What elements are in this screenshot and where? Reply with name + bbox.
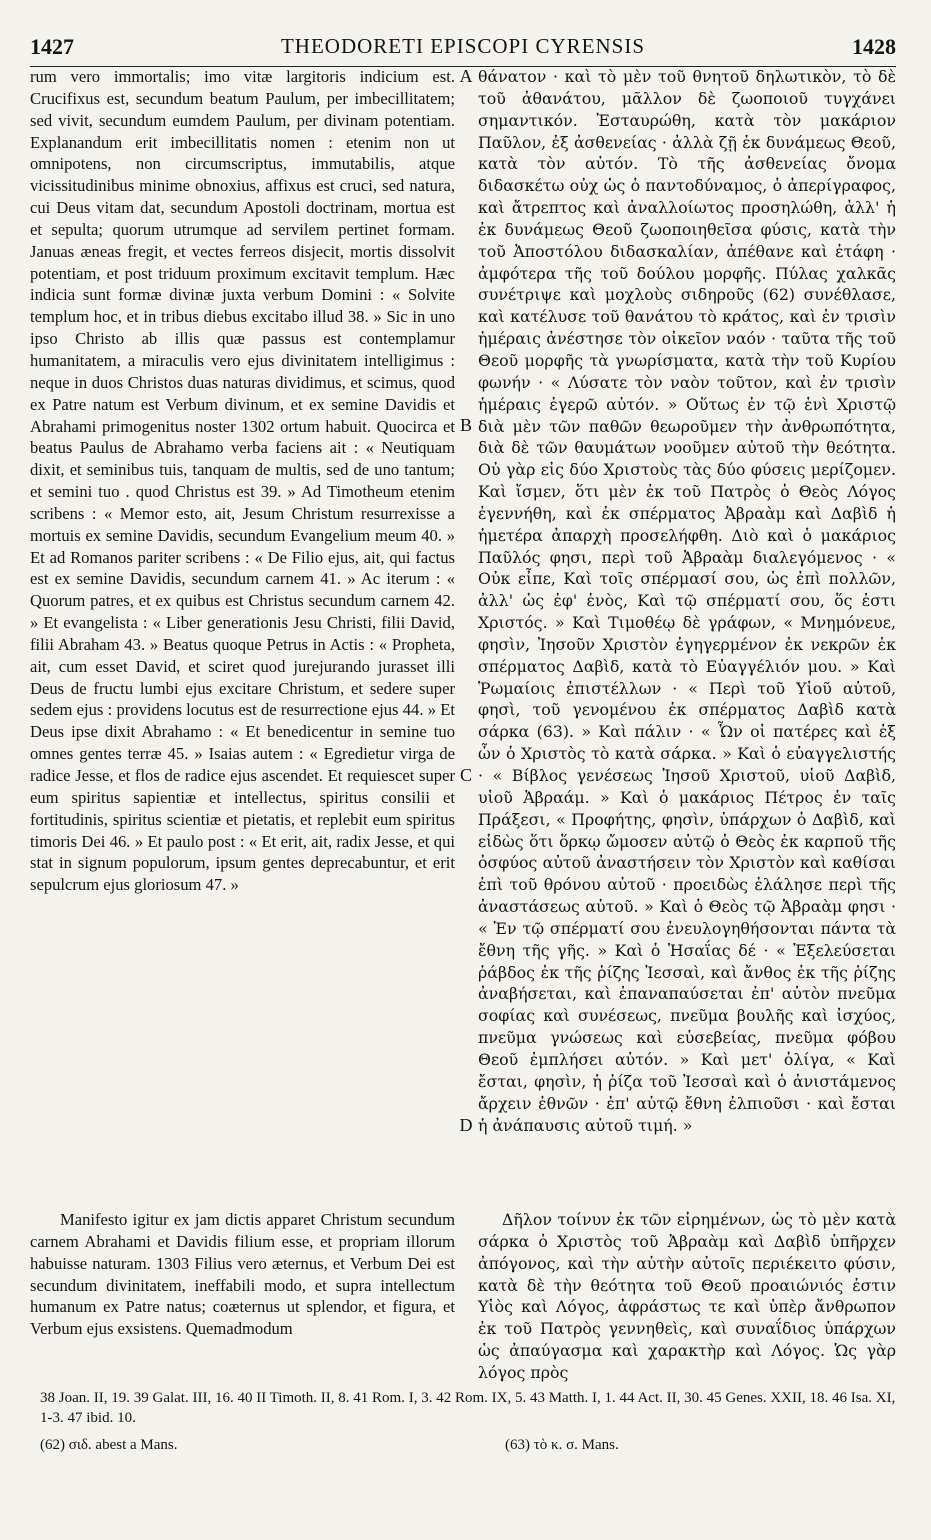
greek-paragraph-2: Δῆλον τοίνυν ἐκ τῶν εἰρημένων, ὡς τὸ μὲν κατὰ σάρκα ὁ Χριστὸς τοῦ Ἀβραὰμ καὶ Δαβὶδ ὑπῆρχεν ἀπόγονος, καὶ τὴν αὐτὴν αὐτοῖς περιέκειτο φύσιν, κατὰ δὲ τὴν θεότητα τοῦ Θεοῦ προαιώνιός ἐστιν Υἱὸς καὶ Λόγος, ἀφράστως τε καὶ ὑπὲρ ἄνθρωπον ἐκ τοῦ Πατρὸς γεννηθεὶς, καὶ συναΐδιος ὑπάρχων ὡς ἀπαύγασμα καὶ χαρακτὴρ καὶ Λόγος. Ὡς γὰρ λόγος πρὸς [478, 1210, 896, 1382]
margin-letter-a: A [459, 66, 473, 86]
margin-letter-b: B [459, 415, 472, 435]
margin-letter-d: D [459, 1115, 473, 1135]
variant-note-left: (62) σιδ. abest a Mans. [40, 1437, 178, 1453]
footnotes: 38 Joan. II, 19. 39 Galat. III, 16. 40 II Timoth. II, 8. 41 Rom. I, 3. 42 Rom. IX, 5. 43 Matth. I, 1. 44 Act. II, 30. 45 Genes. XXII, 18. 46 Isa. XI, 1-3. 47 ibid. 10. [40, 1390, 896, 1426]
page-header [30, 32, 896, 67]
margin-letter-c: C [459, 765, 472, 785]
page-number-right: 1428 [852, 34, 896, 59]
latin-paragraph-2: Manifesto igitur ex jam dictis apparet Christum secundum carnem Abrahami et Davidis filium esse, et propriam illorum habuisse naturam. 1303 Filius vero æternus, et Verbum Dei est secundum divinitatem, ineffabili modo, et supra intellectum humanum ex Patre natus; coæternus ut splendor, et figura, et Verbum ejus exsistens. Quemadmodum [30, 1210, 455, 1339]
running-title: THEODORETI EPISCOPI CYRENSIS [280, 34, 646, 58]
greek-column [478, 66, 896, 1136]
variant-note-right: (63) τὸ κ. σ. Mans. [505, 1437, 619, 1453]
page-number-left: 1427 [30, 34, 74, 59]
latin-column [30, 66, 455, 896]
greek-paragraph-1: θάνατον · καὶ τὸ μὲν τοῦ θνητοῦ δηλωτικὸν, τὸ δὲ τοῦ ἀθανάτου, μᾶλλον δὲ ζωοποιοῦ τυγχάνει σημαντικόν. Ἐσταυρώθη, κατὰ τὸν μακάριον Παῦλον, ἐξ ἀσθενείας · ἀλλὰ ζῇ ἐκ δυνάμεως Θεοῦ, κατὰ τὸν αὐτόν. Τὸ τῆς ἀσθενείας ὄνομα διδασκέτω οὐχ ὡς ὁ παντοδύναμος, ὁ ἀπερίγραφος, καὶ ἄτρεπτος καὶ ἀναλλοίωτος προσηλώθη, ἀλλ' ἡ ἐκ δυνάμεως Θεοῦ ζωοποιηθεῖσα φύσις, κατὰ τὴν τοῦ Ἀποστόλου διδασκαλίαν, ἀπέθανε καὶ ἐτάφη · ἀμφότερα τῆς τοῦ δούλου μορφῆς. Πύλας χαλκᾶς συνέτριψε καὶ μοχλοὺς σιδηροῦς (62) συνέθλασε, καὶ κατέλυσε τοῦ θανάτου τὸ κράτος, καὶ ἐν τρισὶν ἡμέραις ἀνέστησε τὸν οἰκεῖον ναόν · ταῦτα τῆς τοῦ Θεοῦ μορφῆς τὰ γνωρίσματα, κατὰ τὴν τοῦ Κυρίου φωνήν · « Λύσατε τὸν ναὸν τοῦτον, καὶ ἐν τρισὶν ἡμέραις ἐγερῶ αὐτόν. » Οὕτως ἐν τῷ ἑνὶ Χριστῷ διὰ μὲν τῶν παθῶν θεωροῦμεν τὴν ἀνθρωπότητα, διὰ δὲ τῶν θαυμάτων νοοῦμεν αὐτοῦ τὴν θεότητα. Οὐ γὰρ εἰς δύο Χριστοὺς τὰς δύο φύσεις μερίζομεν. Καὶ ἴσμεν, ὅτι μὲν ἐκ τοῦ Πατρὸς ὁ Θεὸς Λόγος ἐγεννήθη, καὶ ἐκ σπέρματος Ἀβραὰμ καὶ Δαβὶδ ἡ ἡμετέρα ἀπαρχὴ προσελήφθη. Διὸ καὶ ὁ μακάριος Παῦλός φησι, περὶ τοῦ Ἀβραὰμ διαλεγόμενος · « Οὐκ εἶπε, Καὶ τοῖς σπέρμασί σου, ὡς ἐπὶ πολλῶν, ἀλλ' ὡς ἐφ' ἑνὸς, Καὶ τῷ σπέρματί σου, ὅς ἐστι Χριστός. » Καὶ Τιμοθέῳ δὲ γράφων, « Μνημόνευε, φησὶν, Ἰησοῦν Χριστὸν ἐγηγερμένον ἐκ νεκρῶν ἐκ σπέρματος Δαβὶδ, κατὰ τὸ Εὐαγγέλιόν μου. » Καὶ Ῥωμαίοις ἐπιστέλλων · « Περὶ τοῦ Υἱοῦ αὐτοῦ, φησὶ, τοῦ γενομένου ἐκ σπέρματος Δαβὶδ κατὰ σάρκα (63). » Καὶ πάλιν · « Ὧν οἱ πατέρες καὶ ἐξ ὧν ὁ Χριστὸς τὸ κατὰ σάρκα. » Καὶ ὁ εὐαγγελιστής · « Βίβλος γενέσεως Ἰησοῦ Χριστοῦ, υἱοῦ Δαβὶδ, υἱοῦ Ἀβραάμ. » Καὶ ὁ μακάριος Πέτρος ἐν ταῖς Πράξεσι, « Προφήτης, φησὶν, ὑπάρχων ὁ Δαβὶδ, καὶ εἰδὼς ὅτι ὅρκῳ ὤμοσεν αὐτῷ ὁ Θεὸς ἐκ καρποῦ τῆς ὀσφύος αὐτοῦ ἀναστήσειν τὸν Χριστὸν καὶ καθίσαι ἐπὶ τοῦ θρόνου αὐτοῦ · προειδὼς ἐλάλησε περὶ τῆς ἀναστάσεως αὐτοῦ. » Καὶ ὁ Θεὸς τῷ Ἀβραὰμ φησι · « Ἐν τῷ σπέρματί σου ἐνευλογηθήσονται πάντα τὰ ἔθνη τῆς γῆς. » Καὶ ὁ Ἡσαΐας δέ · « Ἐξελεύσεται ῥάβδος ἐκ τῆς ῥίζης Ἰεσσαὶ, καὶ ἄνθος ἐκ τῆς ῥίζης ἀναβήσεται, καὶ ἐπαναπαύσεται ἐπ' αὐτὸν πνεῦμα σοφίας καὶ συνέσεως, πνεῦμα βουλῆς καὶ ἰσχύος, πνεῦμα γνώσεως καὶ εὐσεβείας, πνεῦμα φόβου Θεοῦ ἐμπλήσει αὐτόν. » Καὶ μετ' ὀλίγα, « Καὶ ἔσται, φησὶν, ἡ ῥίζα τοῦ Ἰεσσαὶ καὶ ὁ ἀνιστάμενος ἄρχειν ἐθνῶν · ἐπ' αὐτῷ ἔθνη ἐλπιοῦσι · καὶ ἔσται ἡ ἀνάπαυσις αὐτοῦ τιμή. » [478, 67, 896, 1135]
latin-paragraph-1: rum vero immortalis; imo vitæ largitoris indicium est. Crucifixus est, secundum beatum Paulum, per imbecillitatem; sed vivit, secundum eumdem Paulum, per divinam potentiam. Explanandum erit imbecillitatis nomen : etenim non ut omnipotens, non circumscriptus, immutabilis, atque vicissitudinibus minime obnoxius, affixus est cruci, sed natura, cui Deus vitam dat, secundum Apostoli doctrinam, mortua est et sepulta; quorum utrumque ad servilem pertinet formam. Januas æneas fregit, et vectes ferreos disjecit, mortis dissolvit potentiam, et post triduum proximum excitavit templum. Hæc indicia sunt formæ divinæ juxta verbum Domini : « Solvite templum hoc, et in tribus diebus excitabo illud 38. » Sic in uno ipso Christo ab illis quæ passus est contemplamur humanitatem, a miraculis vero ejus divinitatem intelligimus : neque in duos Christos duas naturas dividimus, et scimus, quod ex Patre natum est Verbum divinum, et ex semine Davidis et Abrahami primogenitus noster 1302 ortum habuit. Quocirca et beatus Paulus de Abrahamo verba faciens ait : « Neutiquam dixit, et seminibus tuis, tanquam de multis, sed de uno tantum; et semini tuo . quod Christus est 39. » Ad Timotheum etenim scribens : « Memor esto, ait, Jesum Christum resurrexisse a mortuis ex semine Davidis, secundum Evangelium meum 40. » Et ad Romanos pariter scribens : « De Filio ejus, ait, qui factus est ex semine Davidis, secundum carnem 41. » Ac iterum : « Quorum patres, et ex quibus est Christus secundum carnem 42. » Et evangelista : « Liber generationis Jesu Christi, filii David, filii Abraham 43. » Beatus quoque Petrus in Actis : « Propheta, ait, cum esset David, et sciret quod jurejurando jurasset illi Deus de fructu lumbi ejus excitare Christum, et sedere super sedem ejus : providens locutus est de resurrectione ejus 44. » Et Deus ipse dixit Abrahamo : « Et benedicentur in semine tuo omnes gentes terræ 45. » Isaias autem : « Egredietur virga de radice Jesse, et flos de radice ejus ascendet. Et requiescet super eum spiritus sapientiæ et intellectus, spiritus consilii et fortitudinis, spiritus scientiæ et pietatis, et replebit eum spiritus timoris Dei 46. » Et paulo post : « Et erit, ait, radix Jesse, et qui stat in signum populorum, ipsum gentes deprecabuntur, et erit sepulcrum ejus gloriosum 47. » [30, 67, 455, 895]
